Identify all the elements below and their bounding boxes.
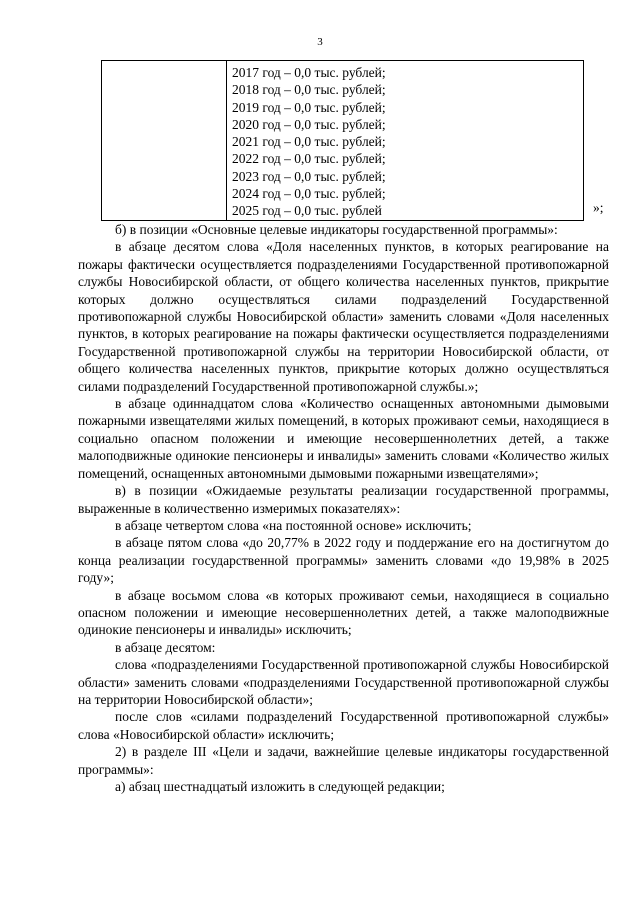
paragraph: в абзаце четвертом слова «на постоянной основе» исключить; bbox=[115, 517, 472, 533]
list-item: 2018 год – 0,0 тыс. рублей; bbox=[232, 82, 386, 98]
list-item: 2024 год – 0,0 тыс. рублей; bbox=[232, 186, 386, 202]
paragraph: 2) в разделе III «Цели и задачи, важнейшие целевые индикаторы государственной программы»: bbox=[78, 744, 609, 777]
table-left-cell bbox=[102, 61, 227, 221]
paragraph: в абзаце пятом слова «до 20,77% в 2022 году и поддержание его на достигнутом до конца реализации государственной программы» заменить словами «до 19,98% в 2025 году»; bbox=[78, 535, 609, 586]
table-row bbox=[102, 61, 584, 221]
list-item: 2019 год – 0,0 тыс. рублей; bbox=[232, 99, 386, 115]
paragraph: а) абзац шестнадцатый изложить в следующей редакции; bbox=[115, 779, 445, 794]
paragraph: в абзаце одиннадцатом слова «Количество оснащенных автономными дымовыми пожарными извещателями жилых помещений, в которых проживают семьи, находящиеся в социально опасном положении и имеющие несовершеннолетних детей, а также малоподвижные одинокие пенсионеры и инвалиды» заменить словами «Количество жилых помещений, оснащенных автономными дымовыми пожарными извещателями»; bbox=[78, 396, 609, 481]
funding-year-list bbox=[227, 61, 583, 220]
document-body bbox=[78, 221, 609, 795]
list-item: 2025 год – 0,0 тыс. рублей bbox=[232, 203, 382, 219]
page-number: 3 bbox=[317, 36, 323, 48]
paragraph: в абзаце восьмом слова «в которых проживают семьи, находящиеся в социально опасном положении и имеющие несовершеннолетних детей, а также малоподвижные одинокие пенсионеры и инвалиды» исключить; bbox=[78, 587, 609, 638]
table-right-cell bbox=[227, 61, 584, 221]
paragraph: в абзаце десятом слова «Доля населенных пунктов, в которых реагирование на пожары фактически осуществляется подразделениями Государственной противопожарной службы Новосибирской области, от общего количества населенных пунктов, прикрытие которых должно осуществляться силами подразделений Государственной противопожарной службы Новосибирской области» заменить словами «Доля населенных пунктов, в которых реагирование на пожары фактически осуществляется подразделениями Государственной противопожарной службы на территории Новосибирской области, от общего количества населенных пунктов, прикрытие которых должно осуществляться силами подразделений Государственной противопожарной службы.»; bbox=[78, 239, 609, 394]
paragraph: в) в позиции «Ожидаемые результаты реализации государственной программы, выраженные в количественно измеримых показателях»: bbox=[78, 483, 609, 516]
list-item: 2023 год – 0,0 тыс. рублей; bbox=[232, 168, 386, 184]
table-closing-mark: »; bbox=[593, 200, 604, 215]
paragraph: б) в позиции «Основные целевые индикаторы государственной программы»: bbox=[115, 222, 558, 237]
paragraph: после слов «силами подразделений Государственной противопожарной службы» слова «Новосибирской области» исключить; bbox=[78, 709, 609, 742]
paragraph: слова «подразделениями Государственной противопожарной службы Новосибирской области» заменить словами «подразделениями Государственной противопожарной службы на территории Новосибирской области»; bbox=[78, 657, 609, 707]
paragraph: в абзаце десятом: bbox=[115, 639, 216, 655]
list-item: 2021 год – 0,0 тыс. рублей; bbox=[232, 134, 386, 150]
list-item: 2017 год – 0,0 тыс. рублей; bbox=[232, 65, 386, 80]
funding-table bbox=[101, 60, 584, 221]
list-item: 2020 год – 0,0 тыс. рублей; bbox=[232, 116, 386, 132]
list-item: 2022 год – 0,0 тыс. рублей; bbox=[232, 151, 386, 167]
